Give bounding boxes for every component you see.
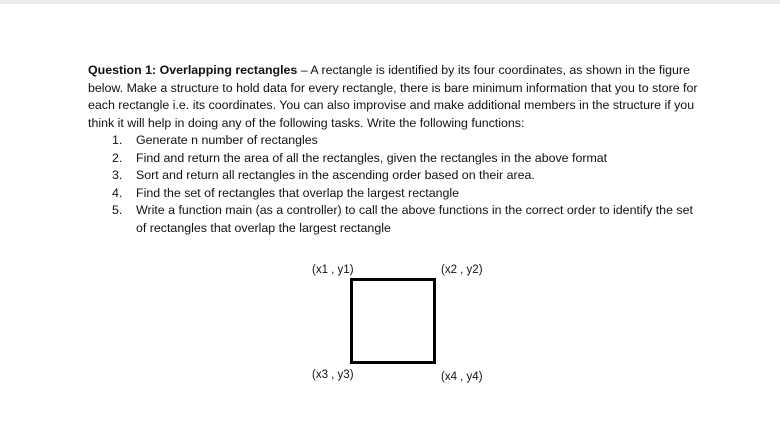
task-text: Find and return the area of all the rectangles, given the rectangles in the above format (136, 150, 608, 165)
task-number: 2. (112, 150, 123, 165)
task-text: Sort and return all rectangles in the ascending order based on their area. (136, 168, 535, 182)
task-item (88, 185, 706, 203)
question-paragraph (88, 62, 706, 132)
label-bottom-left: (x3 , y3) (312, 369, 354, 381)
task-number: 5. (112, 203, 123, 217)
task-item (88, 167, 706, 185)
task-item (88, 132, 706, 150)
page-top-border (0, 0, 780, 4)
question-block (88, 62, 706, 237)
task-item (88, 150, 706, 168)
label-top-left: (x1 , y1) (312, 264, 354, 276)
task-text: Generate n number of rectangles (136, 133, 318, 147)
task-number: 3. (112, 168, 123, 182)
task-list (88, 132, 706, 237)
task-text: Find the set of rectangles that overlap the largest rectangle (136, 185, 460, 200)
task-number: 4. (112, 185, 123, 200)
question-intro: – A rectangle is identified by its four coordinates, as shown in the figure below. Make a structure to hold data for every rectangle, there is bare minimum information that you to store for each rectangle i.e. its coordinates. You can also improvise and make additional members in the structure if you think it will help in doing any of the following tasks. Write the following functions: (88, 63, 698, 130)
task-item (88, 202, 706, 237)
label-bottom-right: (x4 , y4) (441, 371, 483, 383)
task-text: Write a function main (as a controller) to call the above functions in the correct order to identify the set of rectangles that overlap the largest rectangle (136, 203, 693, 235)
question-title: Question 1: Overlapping rectangles (88, 63, 298, 77)
task-number: 1. (112, 133, 123, 147)
label-top-right: (x2 , y2) (441, 264, 483, 276)
rectangle-shape (350, 278, 436, 364)
